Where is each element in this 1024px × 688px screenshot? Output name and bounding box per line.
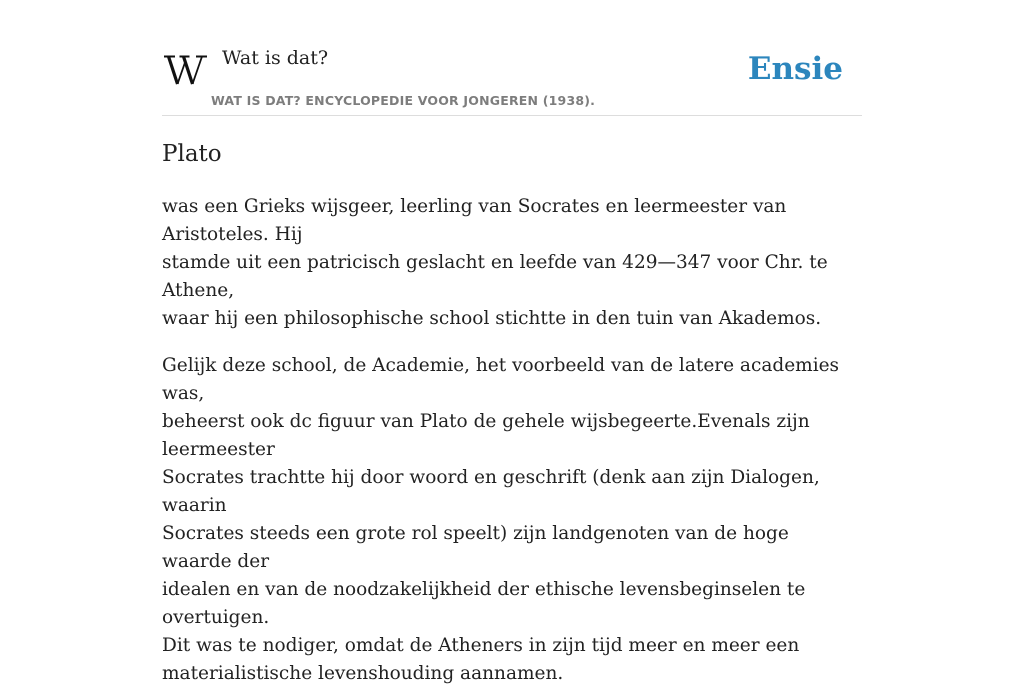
- article: [162, 138, 862, 688]
- site-header: [162, 40, 862, 116]
- wikipedia-w-icon[interactable]: [164, 50, 208, 90]
- site-title[interactable]: Wat is dat?: [222, 47, 329, 69]
- article-paragraph: was een Grieks wijsgeer, leerling van Socrates en leermeester van Aristoteles. Hij stamde uit een patricisch geslacht en leefde van 429—347 voor Chr. te Athene, waar hij een philosophische school stichtte in den tuin van Akademos.: [162, 196, 828, 329]
- site-subtitle: WAT IS DAT? ENCYCLOPEDIE VOOR JONGEREN (1938).: [211, 93, 596, 108]
- article-paragraph: Gelijk deze school, de Academie, het voorbeeld van de latere academies was, beheerst ook dc figuur van Plato de gehele wijsbegeerte.Evenals zijn leermeester Socrates trachtte hij door woord en geschrift (denk aan zijn Dialogen, waarin Socrates steeds een grote rol speelt) zijn landgenoten van de hoge waarde der idealen en van de noodzakelijkheid der ethische levensbeginselen te overtuigen. Dit was te nodiger, omdat de Atheners in zijn tijd meer en meer een materialistische levenshouding aannamen.: [162, 355, 840, 684]
- article-title: Plato: [162, 141, 222, 167]
- brand-logo-link[interactable]: Ensie: [747, 51, 843, 87]
